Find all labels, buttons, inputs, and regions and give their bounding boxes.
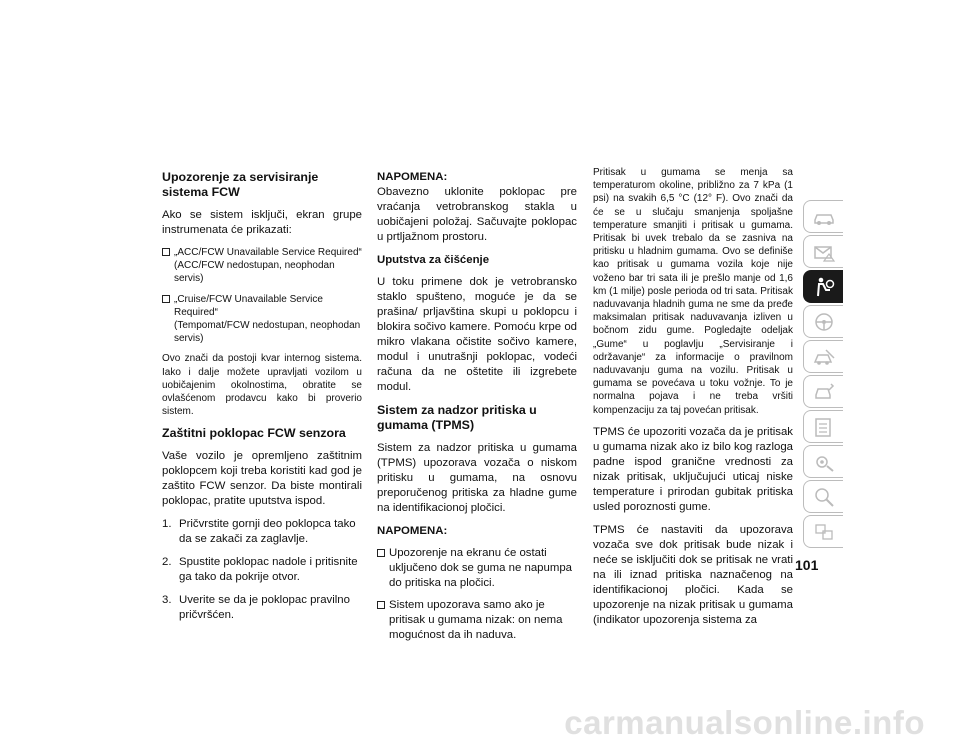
tab-service[interactable] [803, 375, 843, 408]
note-title: NAPOMENA: [377, 171, 448, 183]
paragraph: Pritisak u gumama se menja sa temperaturom okoline, približno za 7 kPa (1 psi) na svakih 6,5 °C (12° F). Ovo znači da će se u slučaju smanjenja spoljašne temperature smanjiti i pritisak u gumama. Pritisak bi uvek trebalo da se zasniva na pritisku u hladnim gumama. Ovo se definiše kao pritisak u gumama vozila koje nije voženo bar tri sata ili je prešlo manje od 1,6 km (1 milje) posle perioda od tri sata. Pritisak naduvavanja hladnih guma ne sme da pređe maksimalan pritisak naduvavanja izliven u bočnom zidu gume. Pogledajte odeljak „Gume“ u poglavlju „Servisiranje i održavanje“ za informacije o pravilnom naduvavanju guma na vozilu. Pritisak u gumama se povećava u toku vožnje. To je normalna pojava i ne treba vršiti kompenzaciju za taj povećan pritisak. [593, 167, 793, 416]
step-item: 1. Pričvrstite gornji deo poklopca tako da se zakači za zaglavlje. [162, 518, 356, 546]
checkbox-bullet-icon [377, 549, 385, 557]
heading-tpms: Sistem za nadzor pritiska u gumama (TPMS) [377, 403, 537, 432]
page-number: 101 [795, 557, 819, 573]
tab-car[interactable] [803, 200, 843, 233]
step-item: 3. Uverite se da je poklopac pravilno pričvršćen. [162, 594, 350, 622]
subheading-cleaning: Uputstva za čišćenje [377, 254, 490, 266]
tab-safety[interactable] [803, 270, 843, 303]
checklist-icon [812, 416, 836, 438]
tab-emergency[interactable] [803, 340, 843, 373]
tab-settings[interactable] [803, 445, 843, 478]
tab-languages[interactable] [803, 515, 843, 548]
list-item: Upozorenje na ekranu će ostati uključeno dok se guma ne napumpa do pritiska na pločici. [377, 546, 577, 591]
paragraph: TPMS će upozoriti vozača da je pritisak u gumama nizak ako iz bilo kog razloga padne ispod granične vrednosti za nizak pritisak, uključujući uticaj niske temperature i prirodan gubitak pritiska usled poroznosti gume. [593, 425, 793, 513]
tab-warning[interactable] [803, 235, 843, 268]
checkbox-bullet-icon [162, 295, 170, 303]
steering-wheel-icon [812, 311, 836, 333]
heading-fcw-service: Upozorenje za servisiranje sistema FCW [162, 170, 319, 199]
list-item: Sistem upozorava samo ako je pritisak u gumama nizak: on nema mogućnost da ih naduva. [377, 598, 577, 643]
gear-wrench-icon [812, 451, 836, 473]
column-right [593, 166, 793, 636]
checkbox-bullet-icon [377, 601, 385, 609]
paragraph: Obavezno uklonite poklopac pre vraćanja vetrobranskog stakla u uobičajeni položaj. Sačuvajte poklopac u prtljažnom prostoru. [377, 186, 577, 243]
column-middle [377, 170, 577, 650]
paragraph: TPMS će nastaviti da upozorava vozača sve dok pritisak bude nizak i neće se isključiti dok se pritisak ne vrati na ili iznad pritiska naznačenog na identifikacionoj pločici. Kada se upozorenje na nizak pritisak u gumama (indikator upozorenja sistema za [593, 523, 793, 626]
chapter-tabs [803, 200, 843, 550]
paragraph: Sistem za nadzor pritiska u gumama (TPMS) upozorava vozača o niskom pritisku u gumama, na osnovu preporučenog pritiska za hladne gume na identifikacionoj pločici. [377, 442, 577, 514]
car-icon [812, 206, 836, 228]
airbag-person-icon [812, 276, 836, 298]
paragraph: Ako se sistem isključi, ekran grupe instrumenata će prikazati: [162, 209, 362, 236]
list-item: „ACC/FCW Unavailable Service Required“ (ACC/FCW nedostupan, neophodan servis) [162, 246, 362, 286]
tab-driving[interactable] [803, 305, 843, 338]
column-left [162, 170, 362, 631]
tab-index[interactable] [803, 480, 843, 513]
warning-mail-icon [812, 241, 836, 263]
crash-car-icon [812, 346, 836, 368]
paragraph: Vaše vozilo je opremljeno zaštitnim poklopcem koji treba koristiti kad god je zaštito FCW senzor. Da biste montirali poklopac, pratite uputstva ispod. [162, 450, 362, 508]
paragraph: U toku primene dok je vetrobransko staklo spušteno, moguće je da se prašina/ prljavština skupi u poklopcu i blokira sočivo kamere. Pomoću krpe od mikro vlakana očistite sočivo kamere, modul i unutrašnji poklopac, vodeći računa da ne oštetite ili izgrebete modul. [377, 276, 577, 393]
language-icon [812, 521, 836, 543]
checkbox-bullet-icon [162, 248, 170, 256]
step-item: 2. Spustite poklopac nadole i pritisnite ga tako da pokrije otvor. [162, 556, 358, 584]
watermark: carmanualsonline.info [564, 704, 925, 741]
heading-fcw-cover: Zaštitni poklopac FCW senzora [162, 426, 346, 441]
service-car-icon [812, 381, 836, 403]
paragraph: Ovo znači da postoji kvar internog sistema. Iako i dalje možete upravljati vozilom u uobičajenim okolnostima, obratite se ovlašćenom prodavcu kako bi proverio sistem. [162, 353, 362, 418]
list-item: „Cruise/FCW Unavailable Service Required“ (Tempomat/FCW nedostupan, neophodan servis) [162, 293, 362, 346]
search-icon [812, 486, 836, 508]
tab-specs[interactable] [803, 410, 843, 443]
note-title: NAPOMENA: [377, 525, 448, 537]
